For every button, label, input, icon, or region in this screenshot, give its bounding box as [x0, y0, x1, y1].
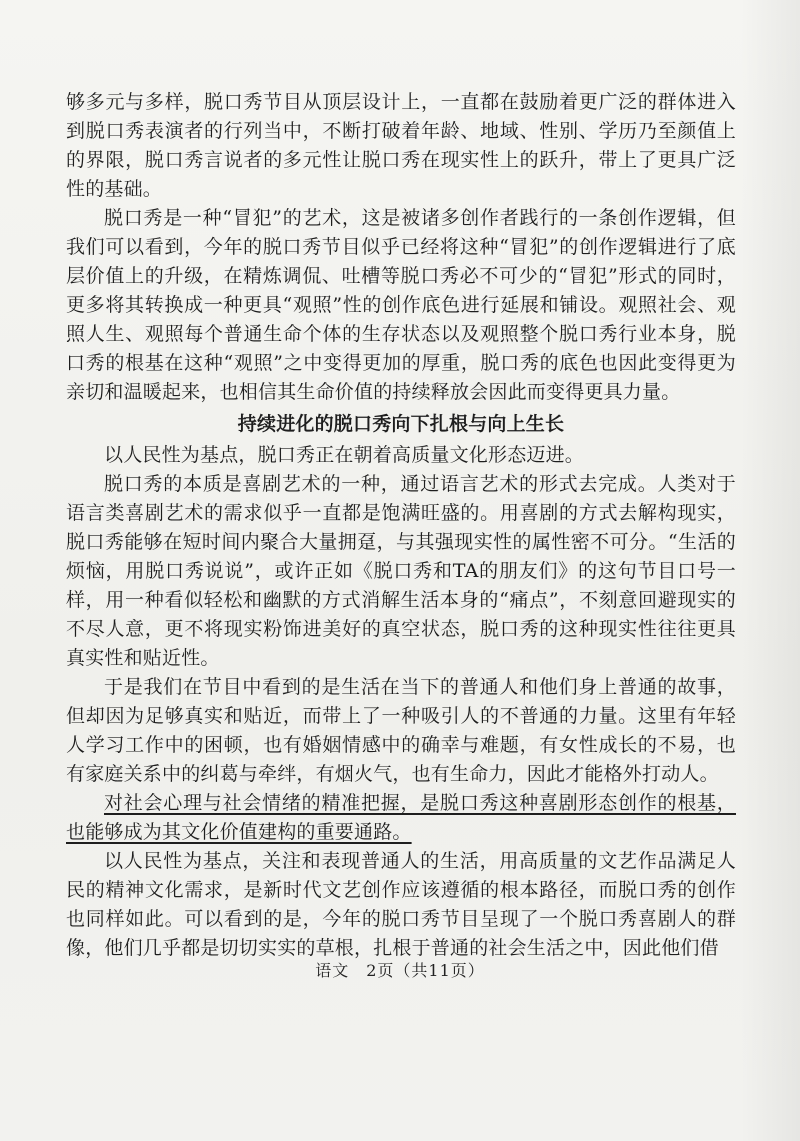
- paragraph-underlined-key: [66, 789, 736, 847]
- paragraph-people-basis: 以人民性为基点，脱口秀正在朝着高质量文化形态迈进。: [104, 444, 585, 466]
- paragraph-offense-art: 脱口秀是一种“冒犯”的艺术，这是被诸多创作者践行的一条创作逻辑，但我们可以看到，今年的脱口秀节目似乎已经将这种“冒犯”的创作逻辑进行了底层价值上的升级，在精炼调侃、吐槽等脱口秀必不可少的“冒犯”形式的同时，更多将其转换成一种更具“观照”性的创作底色进行延展和铺设。观照社会、观照人生、观照每个普通生命个体的生存状态以及观照整个脱口秀行业本身，脱口秀的根基在这种“观照”之中变得更加的厚重，脱口秀的底色也因此变得更为亲切和温暖起来，也相信其生命价值的持续释放会因此而变得更具力量。: [66, 207, 736, 403]
- section-heading: 持续进化的脱口秀向下扎根与向上生长: [237, 413, 565, 435]
- paragraph-grassroots: 以人民性为基点，关注和表现普通人的生活，用高质量的文艺作品满足人民的精神文化需求，是新时代文艺创作应该遵循的根本路径，而脱口秀的创作也同样如此。可以看到的是，今年的脱口秀节目呈现了一个脱口秀喜剧人的群像，他们几乎都是切切实实的草根，扎根于普通的社会生活之中，因此他们借: [66, 850, 736, 959]
- paragraph-ordinary-stories: 于是我们在节目中看到的是生活在当下的普通人和他们身上普通的故事，但却因为足够真实和贴近，而带上了一种吸引人的不普通的力量。这里有年轻人学习工作中的困顿，也有婚姻情感中的确幸与难题，有女性成长的不易，也有家庭关系中的纠葛与牵绊，有烟火气，也有生命力，因此才能格外打动人。: [66, 676, 736, 785]
- underlined-sentence: 对社会心理与社会情绪的精准把握，是脱口秀这种喜剧形态创作的根基，也能够成为其文化价值建构的重要通路。: [66, 792, 736, 843]
- paragraph-continuation: 够多元与多样，脱口秀节目从顶层设计上，一直都在鼓励着更广泛的群体进入到脱口秀表演者的行列当中，不断打破着年龄、地域、性别、学历乃至颜值上的界限，脱口秀言说者的多元性让脱口秀在现实性上的跃升，带上了更具广泛性的基础。: [66, 91, 736, 200]
- article-body: [66, 88, 736, 963]
- paragraph-comedy-essence: 脱口秀的本质是喜剧艺术的一种，通过语言艺术的形式去完成。人类对于语言类喜剧艺术的需求似乎一直都是饱满旺盛的。用喜剧的方式去解构现实，脱口秀能够在短时间内聚合大量拥趸，与其强现实性的属性密不可分。“生活的烦恼，用脱口秀说说”，或许正如《脱口秀和TA的朋友们》的这句节目口号一样，用一种看似轻松和幽默的方式消解生活本身的“痛点”，不刻意回避现实的不尽人意，更不将现实粉饰进美好的真空状态，脱口秀的这种现实性往往更具真实性和贴近性。: [66, 473, 736, 669]
- page-footer: 语文 2页（共11页）: [315, 961, 485, 980]
